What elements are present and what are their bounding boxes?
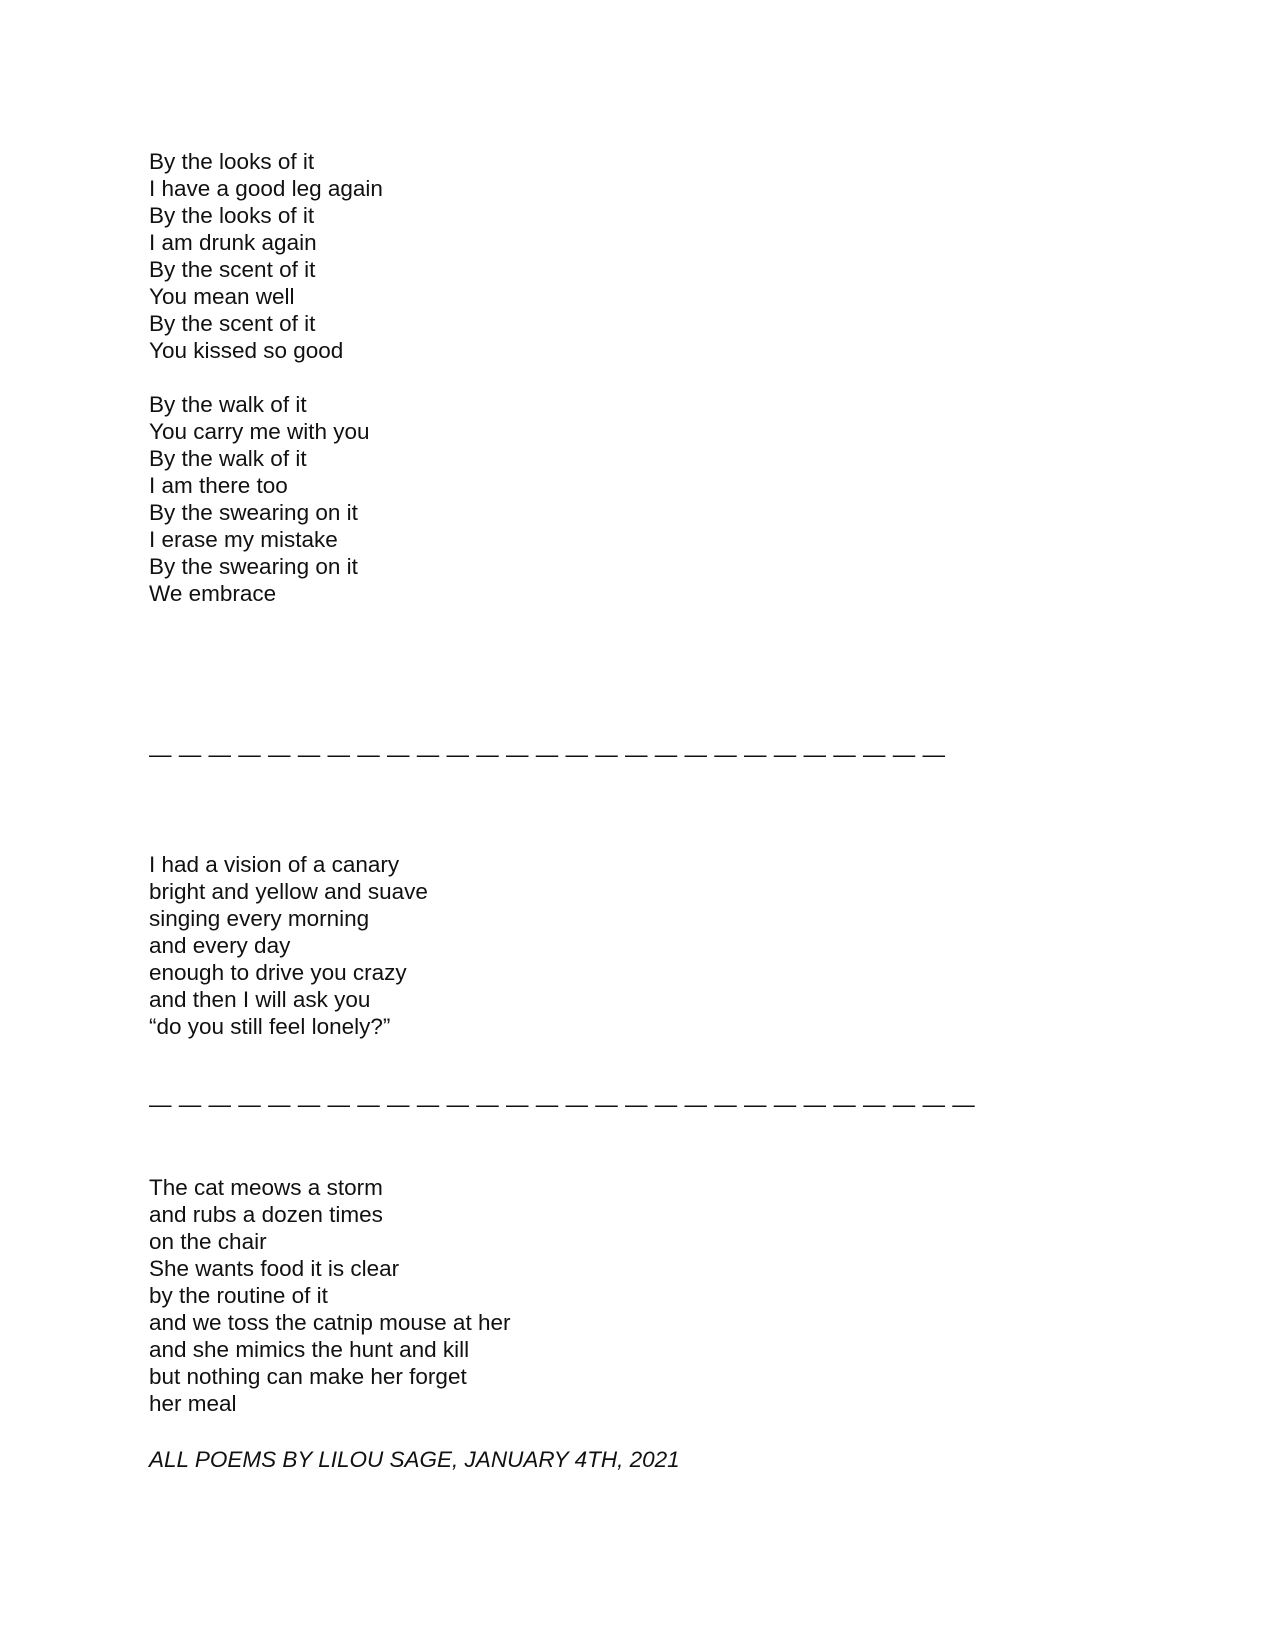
poem-line: and then I will ask you [149,987,371,1012]
poem-line: and she mimics the hunt and kill [149,1337,470,1362]
section-divider: — — — — — — — — — — — — — — — — — — — — — — — — — — — [149,742,946,767]
poem-line: and we toss the catnip mouse at her [149,1310,511,1335]
poem-line: You mean well [149,284,295,309]
poem-line: She wants food it is clear [149,1256,400,1281]
poem-line: The cat meows a storm [149,1175,383,1200]
poem-line: By the walk of it [149,392,307,417]
poem-line: I have a good leg again [149,176,383,201]
poem-line: and every day [149,933,291,958]
poem-line: By the walk of it [149,446,307,471]
poem-line: By the looks of it [149,203,315,228]
poem-line: singing every morning [149,906,370,931]
poem-line: By the scent of it [149,257,316,282]
poem-1-stanza-1 [149,148,383,364]
poem-line: We embrace [149,581,277,606]
poem-line: By the swearing on it [149,500,358,525]
poem-line: You carry me with you [149,419,370,444]
author-credit: ALL POEMS BY LILOU SAGE, JANUARY 4TH, 2021 [149,1447,680,1472]
poem-line: I erase my mistake [149,527,338,552]
poem-line: I am drunk again [149,230,317,255]
poem-line: by the routine of it [149,1283,328,1308]
poem-3 [149,1174,510,1417]
poem-line: “do you still feel lonely?” [149,1014,391,1039]
poem-line: I am there too [149,473,288,498]
poem-line: I had a vision of a canary [149,852,400,877]
poem-line: enough to drive you crazy [149,960,407,985]
poem-line: on the chair [149,1229,267,1254]
poem-line: By the swearing on it [149,554,358,579]
section-divider: — — — — — — — — — — — — — — — — — — — — — — — — — — — — [149,1092,976,1117]
poem-line: You kissed so good [149,338,344,363]
poem-line: her meal [149,1391,237,1416]
poem-line: By the scent of it [149,311,316,336]
poem-1-stanza-2 [149,391,370,607]
poem-2 [149,851,428,1040]
poem-line: and rubs a dozen times [149,1202,383,1227]
poem-line: bright and yellow and suave [149,879,428,904]
poem-line: but nothing can make her forget [149,1364,467,1389]
poem-line: By the looks of it [149,149,315,174]
